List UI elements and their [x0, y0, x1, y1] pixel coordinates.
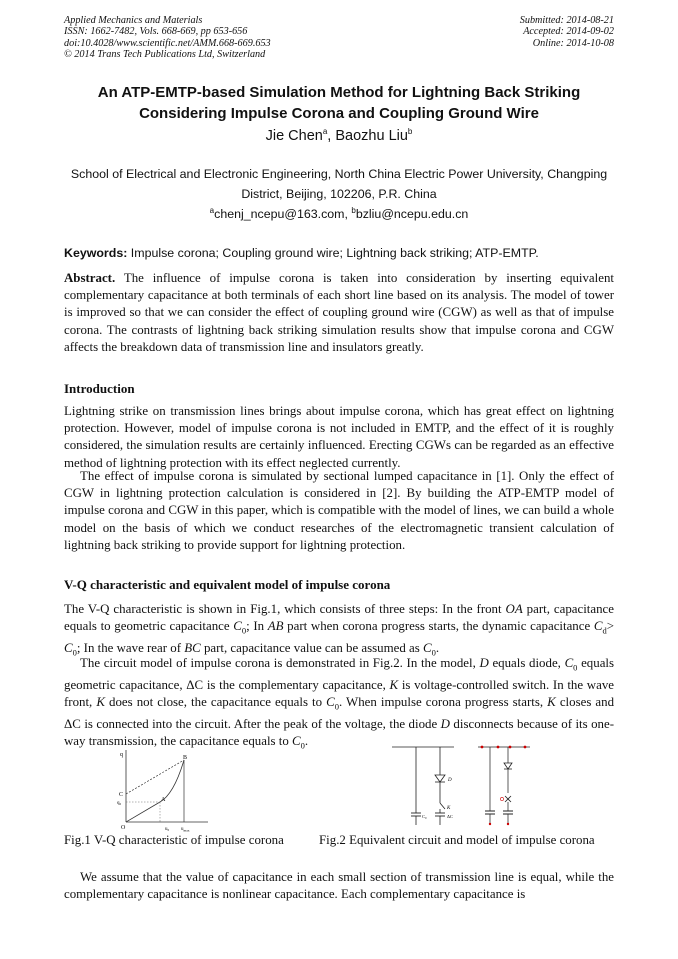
text: . When impulse corona progress starts, — [338, 694, 548, 709]
intro-paragraph-1: Lightning strike on transmission lines brings about impulse corona, which has great effect on lightning protection. However, model of impulse corona is not included in EMTP, and the effect of it is roughly considered, the simulation results are certainly influenced. Erecting CGWs can be regarded as an effective method of lightning protection with its effect neglected currently. — [64, 404, 614, 470]
keywords-label: Keywords: — [64, 246, 128, 260]
author-1: Jie Chen — [265, 127, 323, 144]
closing-paragraph: We assume that the value of capacitance in each small section of transmission line is equal, while the complementary capacitance is nonlinear capacitance. Each complementary capacitance is — [64, 870, 614, 902]
curve-ab — [160, 760, 184, 802]
abstract-label: Abstract. — [64, 271, 116, 285]
abstract — [64, 270, 614, 356]
figure-1-vq-plot — [112, 744, 212, 834]
accepted-date: Accepted: 2014-09-02 — [523, 26, 614, 38]
text: The circuit model of impulse corona is demonstrated in Fig.2. In the model, — [80, 656, 480, 670]
label-q: q — [120, 752, 123, 758]
email-b: bzliu@ncepu.edu.cn — [355, 207, 469, 222]
label-u0: u₀ — [165, 827, 170, 832]
keywords-text: Impulse corona; Coupling ground wire; Lightning back striking; ATP-EMTP. — [127, 246, 539, 260]
author-sep: , — [327, 127, 336, 144]
online-date: Online: 2014-10-08 — [532, 37, 614, 49]
text: 0 — [431, 647, 436, 658]
label-d: D — [448, 778, 452, 783]
text: is voltage-controlled switch. In the wave front, — [64, 677, 614, 709]
text: closes and ΔC is connected into the circuit. After the peak of the voltage, the diode — [64, 694, 615, 731]
journal-name: Applied Mechanics and Materials — [64, 15, 203, 26]
affiliation: School of Electrical and Electronic Engineering, North China Electric Power University, Changping District, Beijing, 102206, P.R. China — [70, 167, 608, 201]
label-c: C — [119, 792, 124, 798]
text: part when corona progress starts, the dynamic capacitance — [283, 619, 594, 634]
text: ; In — [246, 619, 268, 634]
author-2: Baozhu Liu — [335, 127, 408, 144]
text: The V-Q characteristic is shown in Fig.1, which consists of three steps: In the front — [64, 602, 506, 616]
title-line-2: Considering Impulse Corona and Coupling Ground Wire — [139, 105, 539, 122]
text: C — [233, 619, 242, 634]
text: K — [389, 677, 399, 692]
figure-2-circuit — [392, 741, 530, 833]
label-k: K — [447, 806, 451, 811]
text: C — [64, 640, 73, 655]
label-b: B — [183, 755, 188, 761]
label-c0: C₀ — [422, 814, 427, 819]
atp-probe — [500, 797, 503, 800]
email-b-sup: b — [351, 206, 356, 215]
text: max — [183, 828, 190, 833]
switch-k — [440, 803, 445, 809]
text: C — [326, 694, 335, 709]
author-1-sup: a — [322, 127, 328, 136]
text: K — [96, 694, 105, 709]
text: > — [606, 619, 614, 634]
text: 0 — [573, 662, 578, 673]
text: D — [479, 656, 489, 670]
text: . — [435, 640, 440, 655]
figure-2-caption: Fig.2 Equivalent circuit and model of impulse corona — [319, 833, 595, 847]
text: C — [422, 640, 432, 655]
title-line-1: An ATP-EMTP-based Simulation Method for Lightning Back Striking — [97, 84, 581, 101]
text: part, capacitance equals to geometric capacitance — [64, 602, 614, 634]
emails — [0, 206, 678, 221]
atp-node — [481, 746, 484, 749]
dates-header — [520, 15, 614, 49]
author-2-sup: b — [407, 127, 413, 136]
text: BC — [184, 640, 201, 655]
line-cb — [126, 760, 184, 794]
text: equals diode, — [488, 656, 565, 670]
text: C — [564, 656, 574, 670]
text: 0 — [334, 701, 339, 712]
text: d — [602, 625, 607, 636]
email-a-sup: a — [209, 206, 215, 215]
intro-heading: Introduction — [64, 381, 135, 396]
text: 0 — [241, 625, 247, 636]
atp-node — [497, 746, 500, 749]
label-o: O — [121, 825, 126, 831]
diode-symbol — [435, 775, 445, 782]
figure-1-caption: Fig.1 V-Q characteristic of impulse corona — [64, 833, 284, 847]
text: equals geometric capacitance, ΔC is the complementary capacitance, — [64, 656, 615, 692]
text: K — [547, 694, 556, 709]
segment-oa — [126, 802, 160, 822]
text: part, capacitance value can be assumed as — [200, 640, 423, 655]
doi: doi:10.4028/www.scientific.net/AMM.668-669.653 — [64, 37, 271, 49]
atp-ground-node — [507, 823, 509, 825]
label-umax — [181, 827, 190, 833]
label-q0: q₀ — [117, 801, 122, 806]
atp-diode — [504, 763, 512, 769]
keywords — [64, 246, 614, 260]
text: does not close, the capacitance equals to — [104, 694, 327, 709]
paper-title — [40, 82, 638, 124]
text: D — [440, 716, 450, 731]
text: 0 — [72, 647, 77, 658]
label-a: A — [161, 797, 166, 803]
abstract-text: The influence of impulse corona is taken into consideration by inserting equivalent complementary capacitance at both terminals of each short line based on its analysis. The model of tower is improved so that we can consider the effect of coupling ground wire (CGW) as well as that of impulse corona. The contrasts of lightning back striking simulation results show that impulse corona and CGW affects the breakdown data of transmission line and insulators greatly. — [64, 271, 614, 354]
text: ; In the wave rear of — [76, 640, 185, 655]
label-dc: ΔC — [447, 814, 453, 819]
text: OA — [505, 602, 523, 616]
vq-paragraph-1 — [64, 601, 614, 662]
text: C — [292, 733, 301, 748]
issn: ISSN: 1662-7482, Vols. 668-669, pp 653-656 — [64, 26, 248, 38]
vq-paragraph-2 — [64, 655, 614, 755]
atp-ground-node — [489, 823, 491, 825]
text: C — [593, 619, 603, 634]
text: disconnects because of its one-way transmission, the capacitance equals to — [64, 716, 614, 748]
journal-header — [64, 15, 271, 60]
authors — [0, 127, 678, 144]
copyright: © 2014 Trans Tech Publications Ltd, Switzerland — [64, 48, 266, 60]
intro-paragraph-2: The effect of impulse corona is simulated by sectional lumped capacitance in [1]. Only the effect of CGW in lightning protection calculation is considered in [2]. By building the ATP-EMTP model of impulse corona and CGW in this paper, which is compatible with the model of lines, we can build a whole model on the basis of which we conduct researches of the electromagnetic transient calculation of lightning back striking to provide support for lightning protection. — [64, 469, 614, 552]
atp-node — [509, 746, 512, 749]
text: . — [304, 733, 309, 748]
atp-node — [524, 746, 527, 749]
text: u — [181, 827, 184, 832]
text: AB — [267, 619, 284, 634]
vq-heading: V-Q characteristic and equivalent model of impulse corona — [64, 577, 391, 592]
submitted-date: Submitted: 2014-08-21 — [519, 15, 614, 26]
text: 0 — [300, 740, 305, 751]
email-a: chenj_ncepu@163.com, — [214, 207, 352, 222]
